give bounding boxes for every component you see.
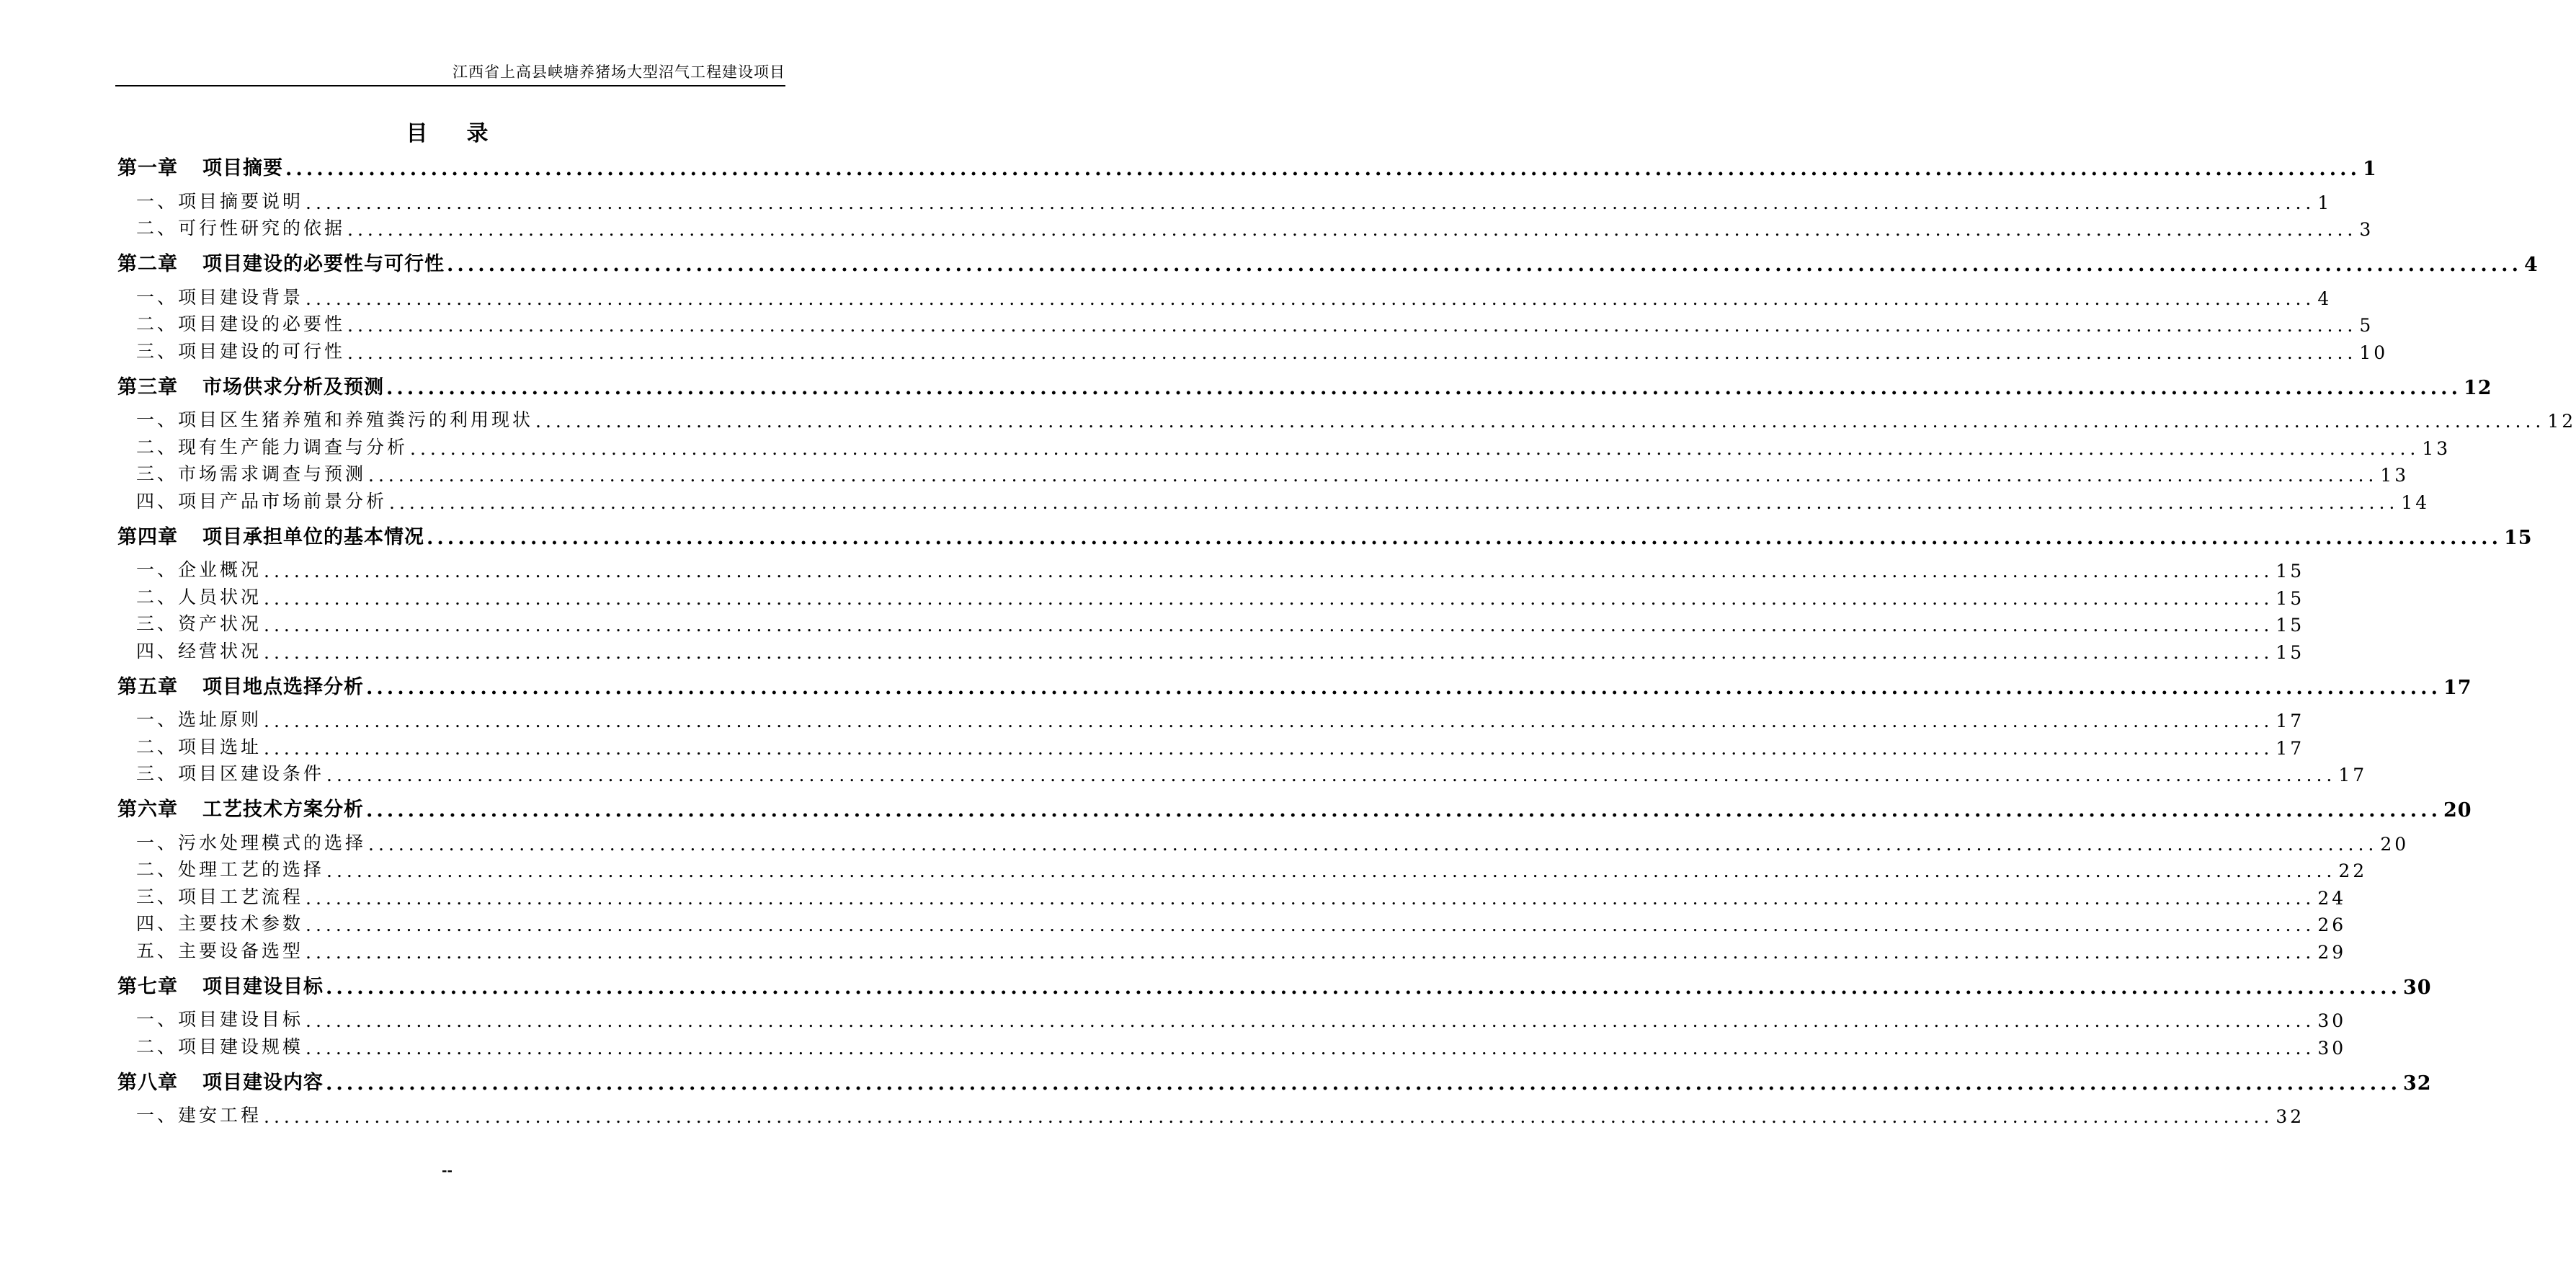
section-label: 二、项目建设的必要性 [136,313,346,334]
toc-section-entry[interactable] [117,486,2430,513]
toc-section-entry[interactable] [117,855,2368,882]
dot-leader: ........................................................................................................................................................................................................ [386,376,2461,399]
dot-leader: ........................................................................................................................................................................................................ [427,526,2502,549]
section-page-number: 12 [2547,411,2576,432]
section-page-number: 17 [2276,711,2305,731]
dot-leader: ........................................................................................................................................................................................................ [347,315,2358,336]
dot-leader: ........................................................................................................................................................................................................ [326,1072,2401,1095]
dot-leader: ........................................................................................................................................................................................................ [264,711,2274,731]
dot-leader: ........................................................................................................................................................................................................ [326,976,2401,999]
toc-section-entry[interactable] [117,213,2374,241]
section-label: 二、项目建设规模 [136,1036,304,1057]
section-page-number: 15 [2276,587,2305,609]
section-page-number: 24 [2317,887,2347,909]
section-label: 三、项目区建设条件 [136,763,325,784]
toc-section-entry[interactable] [117,582,2305,609]
toc-chapter-entry[interactable] [117,153,2377,180]
section-label: 一、项目摘要说明 [136,190,304,212]
section-page-number: 17 [2338,765,2368,785]
chapter-label [117,793,364,822]
chapter-label [117,671,364,699]
toc-section-entry[interactable] [117,705,2305,732]
toc-chapter-entry[interactable] [117,522,2533,549]
section-page-number: 15 [2276,641,2305,663]
dot-leader: ........................................................................................................................................................................................................ [389,491,2399,513]
toc-section-entry[interactable] [117,186,2332,213]
section-page-number: 13 [2422,437,2451,459]
dot-leader: ........................................................................................................................................................................................................ [306,887,2316,909]
toc-chapter-entry[interactable] [117,249,2539,276]
section-page-number: 20 [2380,833,2410,855]
dot-leader: ........................................................................................................................................................................................................ [347,219,2358,240]
chapter-title: 项目建设的必要性与可行性 [202,253,445,275]
toc-section-entry[interactable] [117,1100,2305,1128]
toc-section-entry[interactable] [117,1031,2347,1059]
toc-section-entry[interactable] [117,405,2576,432]
dot-leader: ........................................................................................................................................................................................................ [368,465,2379,486]
section-page-number: 17 [2276,737,2305,759]
dot-leader: ........................................................................................................................................................................................................ [306,1037,2316,1059]
toc-chapter-entry[interactable] [117,672,2472,699]
section-page-number: 14 [2401,491,2430,513]
dot-leader: ........................................................................................................................................................................................................ [264,1106,2274,1127]
toc-section-entry[interactable] [117,309,2374,337]
section-page-number: 30 [2317,1010,2347,1031]
section-label: 三、资产状况 [136,613,262,634]
section-label: 二、可行性研究的依据 [136,218,346,239]
section-page-number: 26 [2317,914,2347,935]
section-page-number: 13 [2380,465,2410,486]
dot-leader: ........................................................................................................................................................................................................ [264,561,2274,582]
toc-section-entry[interactable] [117,935,2347,963]
dot-leader: ........................................................................................................................................................................................................ [285,158,2361,180]
dot-leader: ........................................................................................................................................................................................................ [368,833,2379,855]
chapter-label [117,248,445,276]
dot-leader: ........................................................................................................................................................................................................ [264,615,2274,636]
toc-chapter-entry[interactable] [117,372,2492,399]
section-page-number: 32 [2276,1106,2305,1127]
section-label: 三、项目工艺流程 [136,886,304,907]
dot-leader: ........................................................................................................................................................................................................ [306,941,2316,963]
chapter-number: 第八章 [117,1071,178,1094]
chapter-title: 项目地点选择分析 [202,675,364,698]
chapter-number: 第三章 [117,375,178,399]
chapter-page-number: 30 [2402,976,2432,999]
section-page-number: 15 [2276,561,2305,582]
chapter-number: 第七章 [117,975,178,998]
toc-section-entry[interactable] [117,909,2347,936]
chapter-page-number: 1 [2362,158,2377,180]
section-page-number: 1 [2317,192,2332,213]
section-label: 二、人员状况 [136,586,262,607]
section-label: 四、项目产品市场前景分析 [136,490,388,512]
dot-leader: ........................................................................................................................................................................................................ [264,737,2274,759]
section-label: 一、企业概况 [136,559,262,580]
chapter-title: 项目建设目标 [202,975,324,998]
section-label: 一、项目区生猪养殖和养殖粪污的利用现状 [136,409,534,430]
section-label: 三、市场需求调查与预测 [136,463,367,484]
chapter-title: 工艺技术方案分析 [202,798,364,821]
toc-section-entry[interactable] [117,731,2305,759]
toc-section-entry[interactable] [117,336,2389,363]
dot-leader: ........................................................................................................................................................................................................ [264,587,2274,609]
running-header: 江西省上高县峡塘养猪场大型沼气工程建设项目 [453,63,785,81]
chapter-label [117,1067,324,1095]
section-page-number: 29 [2317,941,2347,963]
dot-leader: ........................................................................................................................................................................................................ [264,641,2274,663]
section-page-number: 22 [2338,860,2368,881]
chapter-number: 第五章 [117,675,178,698]
chapter-label [117,371,384,399]
dot-leader: ........................................................................................................................................................................................................ [306,288,2316,309]
chapter-page-number: 4 [2523,254,2539,276]
toc-title-char: 录 [466,121,489,146]
section-label: 二、现有生产能力调查与分析 [136,436,409,458]
dot-leader: ........................................................................................................................................................................................................ [447,254,2522,276]
toc-section-entry[interactable] [117,609,2305,636]
chapter-page-number: 20 [2443,799,2472,822]
section-label: 四、主要技术参数 [136,913,304,934]
toc-chapter-entry[interactable] [117,794,2472,822]
section-page-number: 10 [2359,342,2389,363]
chapter-title: 项目建设内容 [202,1071,324,1094]
chapter-label [117,152,283,180]
toc-title-char: 目 [406,121,428,146]
section-label: 一、建安工程 [136,1105,262,1126]
page-footer: -- [442,1163,453,1178]
section-label: 一、项目建设目标 [136,1009,304,1030]
section-page-number: 4 [2317,288,2332,309]
dot-leader: ........................................................................................................................................................................................................ [306,914,2316,935]
dot-leader: ........................................................................................................................................................................................................ [535,411,2546,432]
section-label: 一、污水处理模式的选择 [136,832,367,853]
toc-section-entry[interactable] [117,555,2305,582]
chapter-title: 市场供求分析及预测 [202,375,384,399]
section-label: 四、经营状况 [136,640,262,662]
dot-leader: ........................................................................................................................................................................................................ [366,799,2441,822]
section-page-number: 15 [2276,615,2305,636]
toc-section-entry[interactable] [117,759,2368,786]
chapter-title: 项目承担单位的基本情况 [202,525,424,548]
toc-section-entry[interactable] [117,459,2410,486]
chapter-number: 第二章 [117,253,178,275]
section-label: 一、选址原则 [136,709,262,730]
section-page-number: 30 [2317,1037,2347,1059]
chapter-title: 项目摘要 [202,157,283,179]
chapter-label [117,971,324,999]
table-of-contents [117,153,2576,1127]
toc-chapter-entry[interactable] [117,971,2432,999]
toc-section-entry[interactable] [117,827,2410,855]
chapter-number: 第一章 [117,157,178,179]
toc-section-entry[interactable] [117,432,2451,459]
dot-leader: ........................................................................................................................................................................................................ [347,342,2358,363]
toc-title [0,115,894,147]
chapter-page-number: 17 [2443,676,2472,699]
section-label: 二、项目选址 [136,736,262,757]
toc-chapter-entry[interactable] [117,1067,2432,1095]
toc-section-entry[interactable] [117,881,2347,909]
dot-leader: ........................................................................................................................................................................................................ [326,860,2337,881]
chapter-page-number: 32 [2402,1072,2432,1095]
section-label: 一、项目建设背景 [136,286,304,308]
chapter-number: 第六章 [117,798,178,821]
toc-section-entry[interactable] [117,636,2305,663]
chapter-page-number: 12 [2463,376,2492,399]
section-label: 三、项目建设的可行性 [136,340,346,362]
header-rule [115,85,785,86]
section-page-number: 5 [2359,315,2374,336]
dot-leader: ........................................................................................................................................................................................................ [366,676,2441,699]
chapter-page-number: 15 [2503,526,2533,549]
chapter-label [117,521,424,549]
toc-section-entry[interactable] [117,1005,2347,1032]
chapter-number: 第四章 [117,525,178,548]
toc-section-entry[interactable] [117,282,2332,309]
dot-leader: ........................................................................................................................................................................................................ [326,765,2337,785]
dot-leader: ........................................................................................................................................................................................................ [410,437,2420,459]
section-label: 二、处理工艺的选择 [136,859,325,880]
dot-leader: ........................................................................................................................................................................................................ [306,1010,2316,1031]
section-page-number: 3 [2359,219,2374,240]
dot-leader: ........................................................................................................................................................................................................ [306,192,2316,213]
section-label: 五、主要设备选型 [136,940,304,961]
